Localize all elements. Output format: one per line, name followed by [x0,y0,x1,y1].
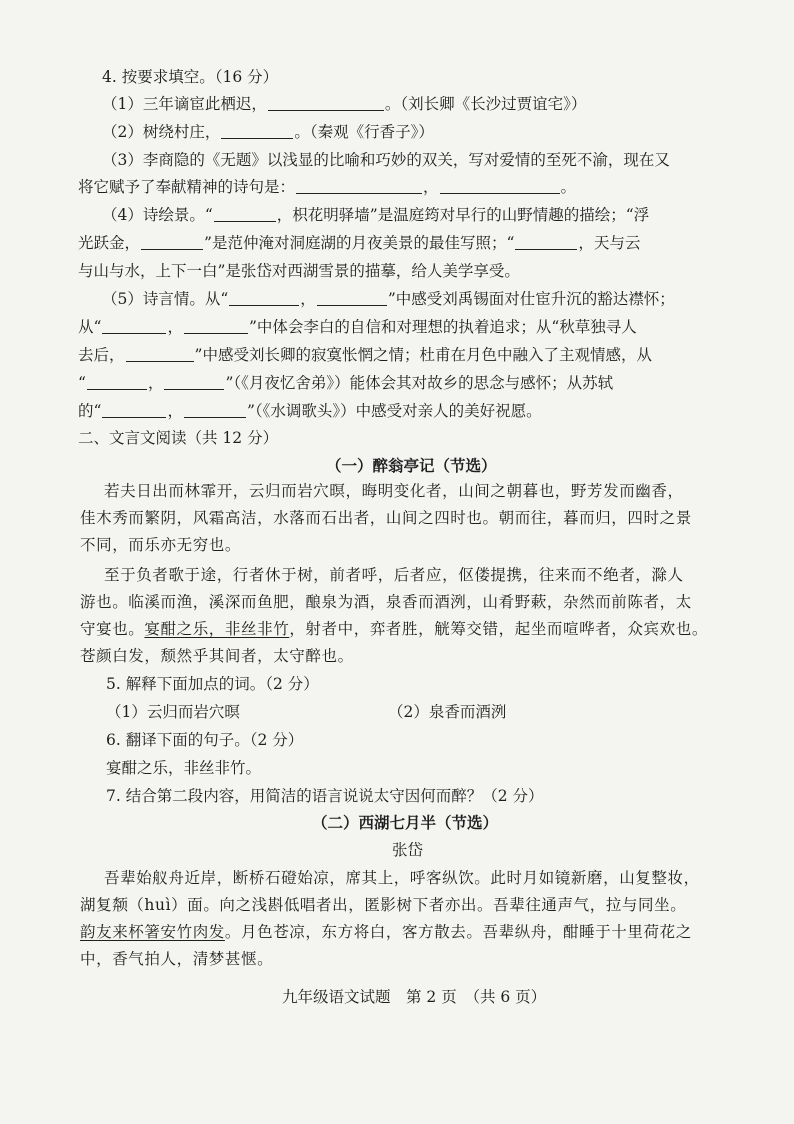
q4-item5-line1: （5）诗言情。从“ ， ”中感受刘禹锡面对仕宦升沉的豁达襟怀； [102,290,675,308]
answer-blank[interactable] [515,233,577,250]
q5-item1: （1）云归而岩穴暝 [106,703,240,721]
answer-blank[interactable] [221,122,293,139]
q4-item2: （2）树绕村庄， 。（秦观《行香子》） [102,123,434,141]
answer-blank[interactable] [440,177,560,194]
answer-blank[interactable] [164,373,224,390]
answer-blank[interactable] [296,177,422,194]
answer-blank[interactable] [268,94,384,111]
passage2-line: 中，香气拍人，清梦甚惬。 [80,950,274,968]
q4-item5-line4: “ ， ”（《月夜忆舍弟》）能体会其对故乡的思念与感怀；从苏轼 [78,374,614,392]
q4-item4-line2: 光跃金， ”是范仲淹对洞庭湖的月夜美景的最佳写照；“ ，天与云 [78,234,641,252]
answer-blank[interactable] [102,401,166,418]
q5-item2: （2）泉香而酒洌 [388,703,507,721]
q4-item5-line3: 去后， ”中感受刘长卿的寂寞怅惘之情；杜甫在月色中融入了主观情感，从 [78,346,652,364]
answer-blank[interactable] [126,345,194,362]
q4-title: 4. 按要求填空。（16 分） [102,68,279,86]
q5-title: 5. 解释下面加点的词。（2 分） [106,675,319,693]
q6-sentence: 宴酣之乐，非丝非竹。 [106,759,262,777]
q4-item5-line5: 的“ ， ”（《水调歌头》）中感受对亲人的美好祝愿。 [78,402,542,420]
passage1-line: 不同，而乐亦无穷也。 [80,536,242,554]
q4-item4-line1: （4）诗绘景。“ ，枳花明驿墙”是温庭筠对早行的山野情趣的描绘；“浮 [102,206,650,224]
answer-blank[interactable] [87,373,147,390]
passage2-line: 湖复颒（huì）面。向之浅斟低唱者出，匿影树下者亦出。吾辈往通声气，拉与同坐。 [80,896,687,914]
passage1-line: 游也。临溪而渔，溪深而鱼肥，酿泉为酒，泉香而酒洌，山肴野蔌，杂然而前陈者，太 [80,593,692,611]
answer-blank[interactable] [214,205,276,222]
passage1-line: 守宴也。宴酣之乐，非丝非竹，射者中，弈者胜，觥筹交错，起坐而喧哗者，众宾欢也。 [80,620,708,638]
q6-title: 6. 翻译下面的句子。（2 分） [106,731,304,749]
passage1-title: （一）醉翁亭记（节选） [326,456,497,475]
page-footer: 九年级语文试题 第 2 页 （共 6 页） [282,988,547,1006]
passage2-line: 吾辈始舣舟近岸，断桥石磴始凉，席其上，呼客纵饮。此时月如镜新磨，山复整妆， [104,869,700,887]
passage1-line: 至于负者歌于途，行者休于树，前者呼，后者应，伛偻提携，往来而不绝者，滁人 [104,566,684,584]
q7-title: 7. 结合第二段内容，用简洁的语言说说太守因何而醉？（2 分） [106,787,544,805]
q4-item3-line2: 将它赋予了奉献精神的诗句是： ， 。 [78,178,577,196]
q4-item5-line2: 从“ ， ”中体会李白的自信和对理想的执着追求；从“秋草独寻人 [78,318,637,336]
q4-item3-line1: （3）李商隐的《无题》以浅显的比喻和巧妙的双关，写对爱情的至死不渝，现在又 [102,151,670,169]
answer-blank[interactable] [317,289,387,306]
passage2-title: （二）西湖七月半（节选） [312,813,499,832]
underlined-sentence: 韵友来杯箸安竹肉发 [80,923,225,941]
passage2-author: 张岱 [392,841,424,859]
underlined-sentence: 宴酣之乐，非丝非竹 [144,620,290,638]
answer-blank[interactable] [184,401,246,418]
passage1-line: 若夫日出而林霏开，云归而岩穴暝，晦明变化者，山间之朝暮也，野芳发而幽香， [104,482,684,500]
answer-blank[interactable] [141,233,203,250]
answer-blank[interactable] [102,317,166,334]
passage1-line: 苍颜白发，颓然乎其间者，太守醉也。 [80,647,354,665]
passage2-line: 韵友来杯箸安竹肉发。月色苍凉，东方将白，客方散去。吾辈纵舟，酣睡于十里荷花之 [80,923,692,941]
answer-blank[interactable] [184,317,248,334]
answer-blank[interactable] [229,289,299,306]
section2-heading: 二、文言文阅读（共 12 分） [78,429,279,447]
passage1-line: 佳木秀而繁阴，风霜高洁，水落而石出者，山间之四时也。朝而往，暮而归，四时之景 [80,509,692,527]
q4-item1: （1）三年谪宦此栖迟， 。（刘长卿《长沙过贾谊宅》） [102,95,587,113]
q4-item4-line3: 与山与水，上下一白”是张岱对西湖雪景的描摹，给人美学享受。 [78,262,520,280]
